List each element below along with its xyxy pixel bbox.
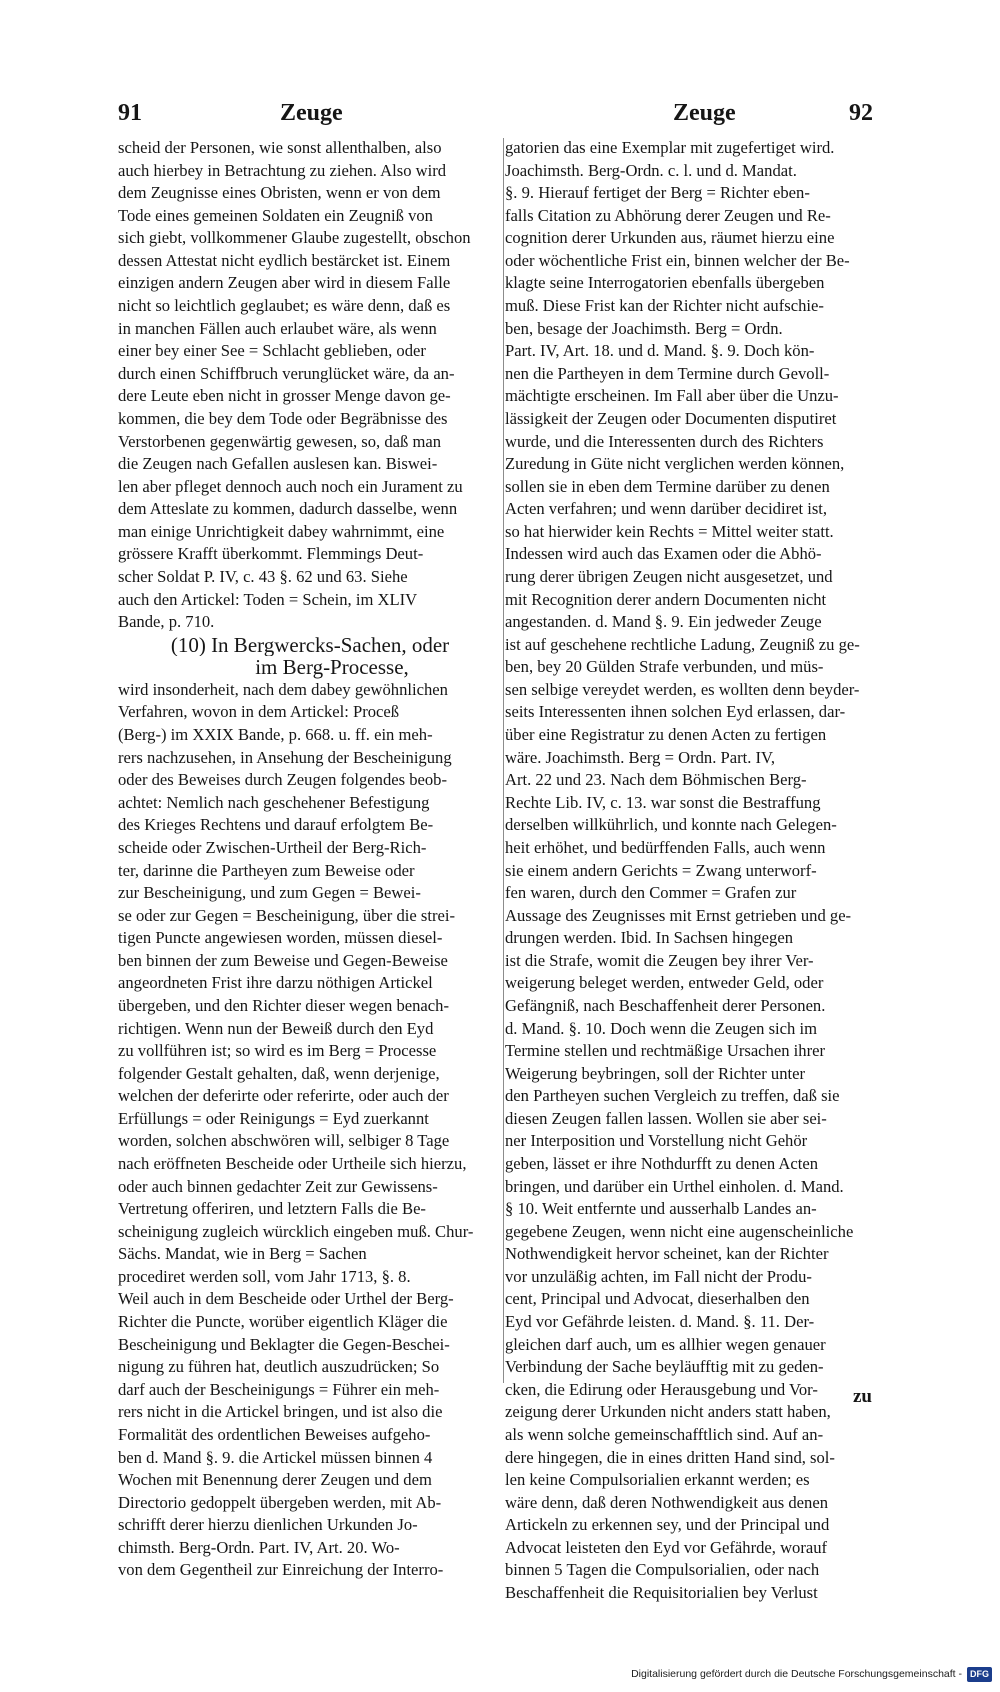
text-line: wäre denn, daß deren Nothwendigkeit aus denen [505, 1492, 829, 1512]
text-line: oder auch binnen gedachter Zeit zur Gewissens- [118, 1176, 438, 1196]
text-line: len keine Compulsorialien erkannt werden; es [505, 1470, 810, 1490]
digitization-footer [600, 1665, 992, 1683]
text-line: Art. 22 und 23. Nach dem Böhmischen Berg- [505, 770, 807, 790]
text-line: den Partheyen suchen Vergleich zu treffen, daß sie [505, 1086, 840, 1106]
text-line: (Berg-) im XXIX Bande, p. 668. u. ff. ein meh- [118, 725, 433, 745]
text-line: achtet: Nemlich nach geschehener Befestigung [118, 792, 430, 812]
text-line: Beschaffenheit die Requisitorialien bey Verlust [505, 1583, 818, 1602]
text-line: diesen Zeugen fallen lassen. Wollen sie aber sei- [505, 1108, 827, 1128]
text-line: welchen der deferirte oder referirte, oder auch der [118, 1086, 449, 1106]
left-text-column [118, 137, 502, 1582]
running-head-left [118, 98, 502, 128]
text-line: wird insonderheit, nach dem dabey gewöhnlichen [118, 679, 448, 699]
text-line: des Krieges Rechtens und darauf erfolgtem Be- [118, 815, 434, 835]
page-number-right: 92 [849, 100, 873, 126]
text-line: einzigen andern Zeugen aber wird in diesem Falle [118, 273, 451, 293]
text-line: Bescheinigung und Beklagter die Gegen-Beschei- [118, 1334, 450, 1354]
text-line: auch hierbey in Betrachtung zu ziehen. Also wird [118, 160, 447, 180]
text-line: die Zeugen nach Gefallen auslesen kan. Biswei- [118, 454, 438, 474]
text-line: Verbindung der Sache beyläufftig mit zu geden- [505, 1357, 824, 1377]
text-line: seits Interessenten ihnen solchen Eyd erlassen, dar- [505, 702, 846, 722]
text-line: ben d. Mand §. 9. die Artickel müssen binnen 4 [118, 1447, 433, 1467]
text-line: ben, besage der Joachimsth. Berg = Ordn. [505, 318, 783, 338]
running-title-right: Zeuge [673, 100, 736, 126]
text-line: Verfahren, wovon in dem Artickel: Proceß [118, 702, 400, 722]
text-line: ner Interposition und Vorstellung nicht Gehör [505, 1131, 808, 1151]
text-line: bringen, und darüber ein Urthel einholen. d. Mand. [505, 1176, 844, 1196]
text-line: Directorio gedoppelt übergeben werden, mit Ab- [118, 1492, 442, 1512]
text-line: Part. IV, Art. 18. und d. Mand. §. 9. Doch kön- [505, 341, 815, 361]
text-line: fen waren, durch den Commer = Grafen zur [505, 883, 797, 903]
text-line: schrifft derer hierzu dienlichen Urkunden Jo- [118, 1515, 418, 1535]
text-line: rers nicht in die Artickel bringen, und ist also die [118, 1402, 443, 1422]
text-line: chimsth. Berg-Ordn. Part. IV, Art. 20. Wo- [118, 1537, 400, 1557]
text-line: ter, darinne die Partheyen zum Beweise oder [118, 860, 415, 880]
text-line: durch einen Schiffbruch verunglücket wäre, da an- [118, 363, 455, 383]
text-line: rung derer übrigen Zeugen nicht ausgesetzet, und [505, 566, 833, 586]
catchword: zu [853, 1386, 872, 1407]
text-line: Richter die Puncte, worüber eigentlich Kläger die [118, 1312, 448, 1332]
text-line: nicht so leichtlich geglaubet; es wäre denn, daß es [118, 296, 451, 316]
text-line: darf auch der Bescheinigungs = Führer ein meh- [118, 1379, 440, 1399]
text-line: ben, bey 20 Gülden Strafe verbunden, und müs- [505, 657, 824, 677]
text-line: Sächs. Mandat, wie in Berg = Sachen [118, 1244, 367, 1264]
column-divider [503, 138, 504, 1383]
text-line: ben binnen der zum Beweise und Gegen-Beweise [118, 950, 448, 970]
text-line: als wenn solche gemeinschafftlich sind. Auf an- [505, 1424, 824, 1444]
text-line: auch den Artickel: Toden = Schein, im XLIV [118, 589, 418, 609]
section-heading-continued: im Berg-Processe, [255, 656, 409, 679]
running-head-right [505, 98, 873, 128]
text-line: dem Zeugnisse eines Obristen, wenn er von dem [118, 183, 441, 203]
text-line: cken, die Edirung oder Herausgebung und Vor- [505, 1379, 818, 1399]
page-number-left: 91 [118, 100, 142, 126]
text-line: nen die Partheyen in dem Termine durch Gevoll- [505, 363, 830, 383]
text-line: falls Citation zu Abhörung derer Zeugen und Re- [505, 205, 831, 225]
running-title-left: Zeuge [280, 100, 343, 126]
text-line: §. 9. Hierauf fertiget der Berg = Richter eben- [505, 183, 810, 203]
text-line: heit erhöhet, und bedürffenden Falls, auch wenn [505, 837, 826, 857]
text-line: Aussage des Zeugnisses mit Ernst getrieben und ge- [505, 905, 852, 925]
text-line: derselben willkührlich, und konnte nach Gelegen- [505, 815, 837, 835]
text-line: cognition derer Urkunden aus, räumet hierzu eine [505, 228, 835, 248]
text-line: angestanden. d. Mand §. 9. Ein jedweder Zeuge [505, 612, 822, 632]
text-line: gegebene Zeugen, wenn nicht eine augenscheinliche [505, 1221, 854, 1241]
text-line: sich giebt, vollkommener Glaube zugestellt, obschon [118, 228, 471, 248]
text-line: weigerung beleget werden, entweder Geld, oder [505, 973, 824, 993]
text-line: von dem Gegentheil zur Einreichung der Interro- [118, 1560, 444, 1580]
text-line: gatorien das eine Exemplar mit zugefertiget wird. [505, 138, 835, 157]
text-line: Nothwendigkeit hervor scheinet, kan der Richter [505, 1244, 829, 1264]
text-line: scheide oder Zwischen-Urtheil der Berg-Rich- [118, 837, 427, 857]
text-line: Weil auch in dem Bescheide oder Urthel der Berg- [118, 1289, 454, 1309]
text-line: len aber pfleget dennoch auch noch ein Jurament zu [118, 476, 463, 496]
text-line: dessen Attestat nicht eydlich bestärcket ist. Einem [118, 250, 451, 270]
text-line: Gefängniß, nach Beschaffenheit derer Personen. [505, 995, 826, 1015]
text-line: binnen 5 Tagen die Compulsorialien, oder nach [505, 1560, 820, 1580]
text-line: folgender Gestalt gehalten, daß, wenn derjenige, [118, 1063, 440, 1083]
text-line: Indessen wird auch das Examen oder die Abhö- [505, 544, 822, 564]
text-line: Rechte Lib. IV, c. 13. war sonst die Bestraffung [505, 792, 821, 812]
text-line: Advocat leisteten den Eyd vor Gefährde, worauf [505, 1537, 828, 1557]
text-line: einer bey einer See = Schlacht geblieben, oder [118, 341, 426, 361]
text-line: wurde, und die Interessenten durch des Richters [505, 431, 824, 451]
text-line: Erfüllungs = oder Reinigungs = Eyd zuerkannt [118, 1108, 429, 1128]
right-text-column [505, 137, 875, 1605]
text-line: rers nachzusehen, in Ansehung der Bescheinigung [118, 747, 452, 767]
text-line: kommen, die bey dem Tode oder Begräbnisse des [118, 408, 448, 428]
text-line: zu vollführen ist; so wird es im Berg = Processe [118, 1041, 437, 1061]
text-line: Joachimsth. Berg-Ordn. c. l. und d. Mandat. [505, 160, 797, 180]
text-line: muß. Diese Frist kan der Richter nicht aufschie- [505, 296, 824, 316]
text-line: dere Leute eben nicht in grosser Menge davon ge- [118, 386, 451, 406]
text-line: ist die Strafe, womit die Zeugen bey ihrer Ver- [505, 950, 814, 970]
section-heading: (10) In Bergwercks-Sachen, oder [170, 633, 450, 657]
text-line: § 10. Weit entfernte und ausserhalb Landes an- [505, 1199, 817, 1219]
text-line: sollen sie in eben dem Termine darüber zu denen [505, 476, 830, 496]
text-line: Bande, p. 710. [118, 612, 215, 632]
text-line: Artickeln zu erkennen sey, und der Principal und [505, 1515, 830, 1535]
text-line: Vertretung offeriren, und letztern Falls die Be- [118, 1199, 426, 1219]
text-line: dere hingegen, die in eines dritten Hand sind, sol- [505, 1447, 835, 1467]
text-line: richtigen. Wenn nun der Beweiß durch den Eyd [118, 1018, 434, 1038]
text-line: zeigung derer Urkunden nicht anders statt haben, [505, 1402, 831, 1422]
text-line: über eine Registratur zu denen Acten zu fertigen [505, 725, 827, 745]
text-line: lässigkeit der Zeugen oder Documenten disputiret [505, 408, 837, 428]
text-line: oder des Beweises durch Zeugen folgendes beob- [118, 770, 447, 790]
text-line: tigen Puncte angewiesen worden, müssen diesel- [118, 928, 443, 948]
footer-text: Digitalisierung gefördert durch die Deutsche Forschungsgemeinschaft - [631, 1668, 962, 1680]
text-line: Wochen mit Benennung derer Zeugen und dem [118, 1470, 432, 1490]
text-line: zur Bescheinigung, und zum Gegen = Bewei- [118, 883, 421, 903]
text-line: mächtigte erscheinen. Im Fall aber über die Unzu- [505, 386, 839, 406]
text-line: Tode eines gemeinen Soldaten ein Zeugniß von [118, 205, 433, 225]
text-line: Acten verfahren; und wenn darüber decidiret ist, [505, 499, 828, 519]
text-line: ist auf geschehene rechtliche Ladung, Zeugniß zu ge- [505, 634, 860, 654]
text-line: nigung zu führen hat, deutlich auszudrücken; So [118, 1357, 440, 1377]
text-line: procediret werden soll, vom Jahr 1713, §. 8. [118, 1266, 411, 1286]
dfg-logo: DFG [967, 1667, 992, 1682]
text-line: Formalität des ordentlichen Beweises aufgeho- [118, 1424, 431, 1444]
text-line: nach eröffneten Bescheide oder Urtheile sich hierzu, [118, 1154, 467, 1174]
text-line: wäre. Joachimsth. Berg = Ordn. Part. IV, [505, 747, 776, 767]
text-line: Weigerung beybringen, soll der Richter unter [505, 1063, 806, 1083]
text-line: d. Mand. §. 10. Doch wenn die Zeugen sich im [505, 1018, 817, 1038]
text-line: grössere Krafft überkommt. Flemmings Deut- [118, 544, 424, 564]
text-line: oder wöchentliche Frist ein, binnen welcher der Be- [505, 250, 850, 270]
text-line: sie einem andern Gerichts = Zwang unterworf- [505, 860, 817, 880]
text-line: worden, solchen abschwören will, selbiger 8 Tage [118, 1131, 450, 1151]
text-line: drungen werden. Ibid. In Sachsen hingegen [505, 928, 794, 948]
text-line: man einige Unrichtigkeit dabey wahrnimmt, eine [118, 521, 445, 541]
text-line: Zuredung in Güte nicht verglichen werden können, [505, 454, 845, 474]
text-line: übergeben, und den Richter dieser wegen benach- [118, 995, 449, 1015]
text-line: in manchen Fällen auch erlaubet wäre, als wenn [118, 318, 437, 338]
text-line: se oder zur Gegen = Bescheinigung, über die strei- [118, 905, 455, 925]
text-line: Eyd vor Gefährde leisten. d. Mand. §. 11. Der- [505, 1312, 815, 1332]
text-line: geben, lässet er ihre Nothdurfft zu denen Acten [505, 1154, 819, 1174]
text-line: Verstorbenen gegenwärtig gewesen, so, daß man [118, 431, 442, 451]
text-line: sen selbige vereydet werden, es wollten denn beyder- [505, 679, 860, 699]
text-line: angeordneten Frist ihre darzu nöthigen Artickel [118, 973, 433, 993]
text-line: cent, Principal und Advocat, dieserhalben den [505, 1289, 810, 1309]
text-line: dem Atteslate zu kommen, dadurch dasselbe, wenn [118, 499, 458, 519]
text-line: mit Recognition derer andern Documenten nicht [505, 589, 827, 609]
text-line: so hat hierwider kein Rechts = Mittel weiter statt. [505, 521, 834, 541]
text-line: klagte seine Interrogatorien ebenfalls übergeben [505, 273, 825, 293]
text-line: vor unzuläßig achten, im Fall nicht der Produ- [505, 1266, 812, 1286]
text-line: scheinigung zugleich würcklich eingeben muß. Chur- [118, 1221, 474, 1241]
text-line: scheid der Personen, wie sonst allenthalben, also [118, 138, 442, 157]
text-line: gleichen darf auch, um es allhier wegen genauer [505, 1334, 826, 1354]
text-line: scher Soldat P. IV, c. 43 §. 62 und 63. Siehe [118, 566, 408, 586]
text-line: Termine stellen und rechtmäßige Ursachen ihrer [505, 1041, 825, 1061]
